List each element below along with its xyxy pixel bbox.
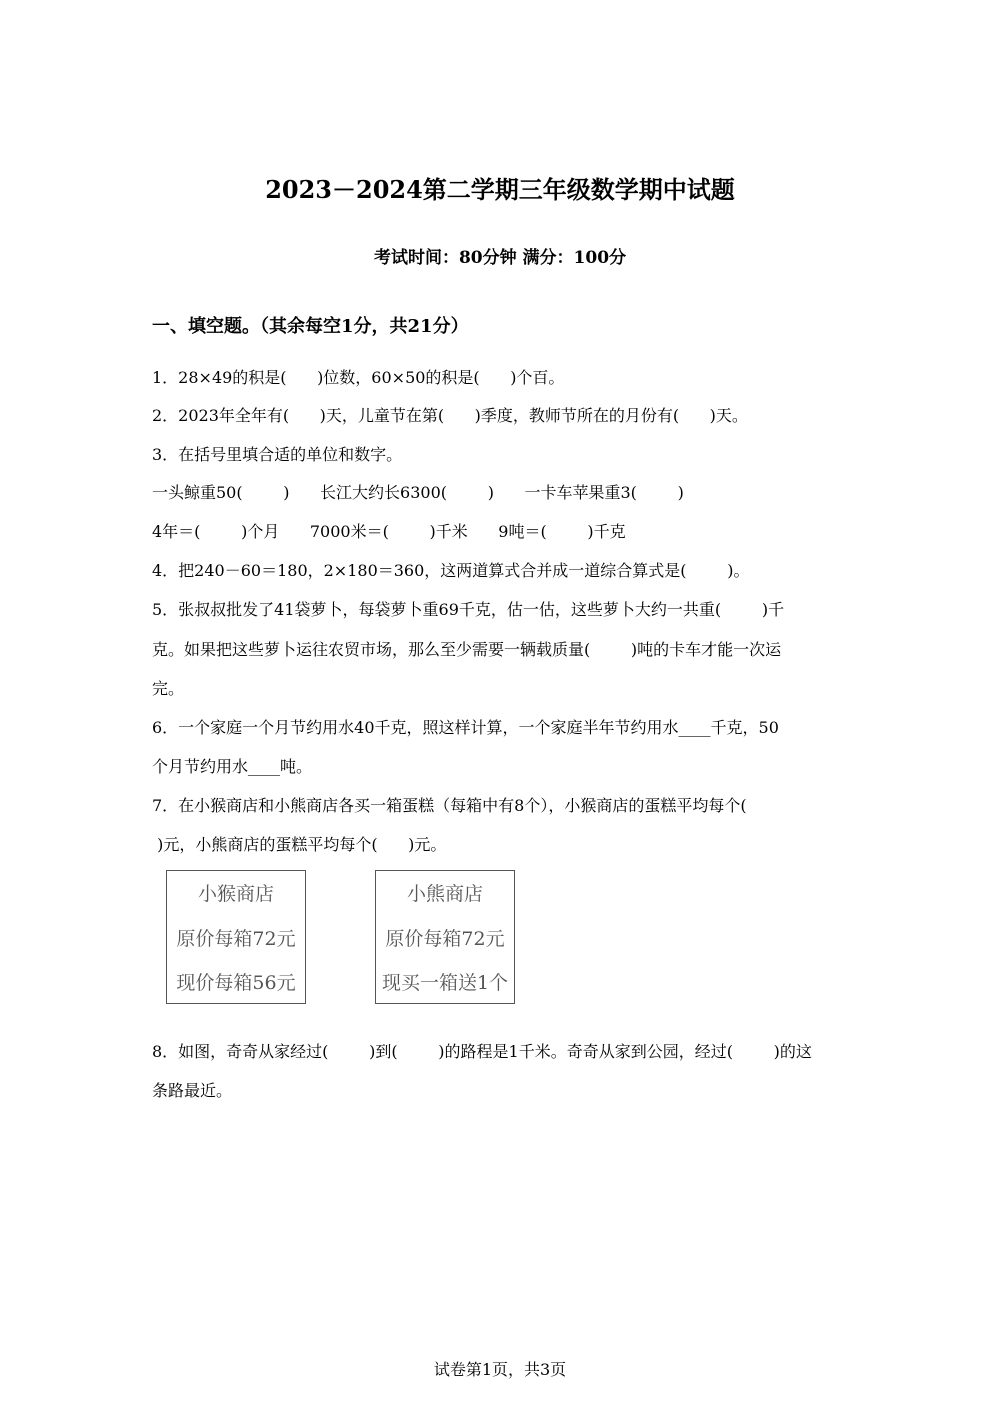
question-8-line-1: 8．如图，奇奇从家经过( )到( )的路程是1千米。奇奇从家到公园，经过( )的这 bbox=[152, 1042, 812, 1061]
monkey-shop-original-price: 原价每箱72元 bbox=[176, 928, 296, 950]
question-7-line-2: )元，小熊商店的蛋糕平均每个( )元。 bbox=[152, 835, 447, 854]
exam-time-and-score: 考试时间：80分钟 满分：100分 bbox=[373, 248, 627, 268]
question-7-line-1: 7．在小猴商店和小熊商店各买一箱蛋糕（每箱中有8个），小猴商店的蛋糕平均每个( bbox=[152, 796, 747, 815]
question-3-row-1: 一头鲸重50( ) 长江大约长6300( ) 一卡车苹果重3( ) bbox=[152, 483, 684, 502]
question-2: 2．2023年全年有( )天，儿童节在第( )季度，教师节所在的月份有( )天。 bbox=[152, 406, 748, 425]
bear-shop-original-price: 原价每箱72元 bbox=[385, 928, 505, 950]
question-1: 1．28×49的积是( )位数，60×50的积是( )个百。 bbox=[152, 368, 565, 387]
question-8-line-2: 条路最近。 bbox=[152, 1081, 233, 1100]
monkey-shop-current-price: 现价每箱56元 bbox=[176, 972, 296, 994]
question-6-line-1: 6．一个家庭一个月节约用水40千克，照这样计算，一个家庭半年节约用水____千克，50 bbox=[152, 718, 779, 737]
section-1-heading: 一、填空题。（其余每空1分，共21分） bbox=[152, 316, 469, 337]
monkey-shop-sign bbox=[166, 870, 306, 1004]
question-4: 4．把240－60＝180，2×180＝360，这两道算式合并成一道综合算式是( )。 bbox=[152, 561, 750, 580]
question-6-line-2: 个月节约用水____吨。 bbox=[152, 757, 313, 776]
page-number: 试卷第1页，共3页 bbox=[433, 1360, 567, 1379]
bear-shop-name: 小熊商店 bbox=[406, 883, 483, 905]
question-5-line-1: 5．张叔叔批发了41袋萝卜，每袋萝卜重69千克，估一估，这些萝卜大约一共重( )千 bbox=[152, 600, 785, 619]
bear-shop-sign bbox=[375, 870, 515, 1004]
question-5-line-2: 克。如果把这些萝卜运往农贸市场，那么至少需要一辆载质量( )吨的卡车才能一次运 bbox=[152, 640, 782, 659]
question-3-row-2: 4年＝( )个月 7000米＝( )千米 9吨＝( )千克 bbox=[152, 522, 626, 541]
exam-title: 2023－2024第二学期三年级数学期中试题 bbox=[265, 175, 735, 204]
question-3: 3．在括号里填合适的单位和数字。 bbox=[152, 445, 403, 464]
bear-shop-promotion: 现买一箱送1个 bbox=[381, 972, 509, 994]
question-5-line-3: 完。 bbox=[152, 679, 185, 698]
monkey-shop-name: 小猴商店 bbox=[197, 883, 274, 905]
